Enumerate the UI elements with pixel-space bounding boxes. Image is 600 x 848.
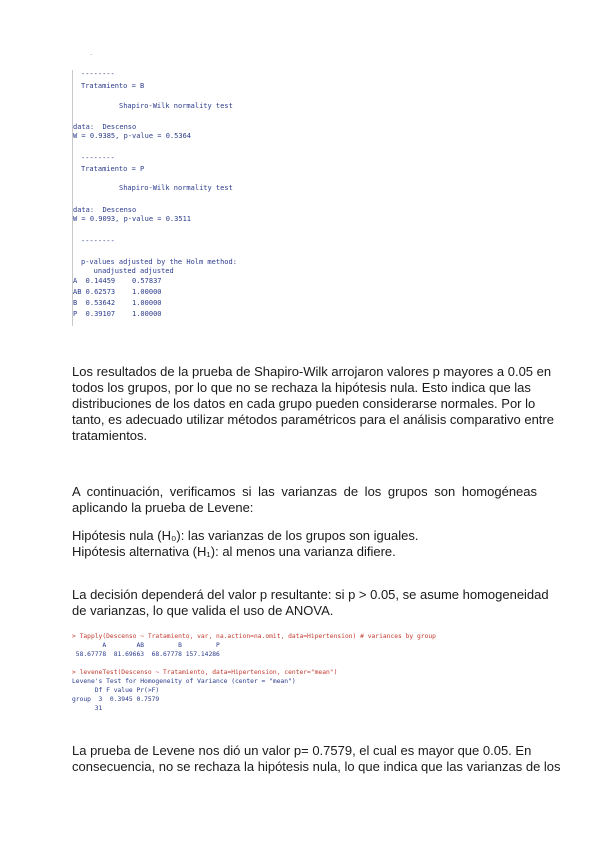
text-line: todos los grupos, por lo que no se rechaza la hipótesis nula. Esto indica que las — [72, 380, 531, 395]
console-line: A 0.14459 0.57837 — [73, 277, 162, 285]
console-line: unadjusted adjusted — [81, 267, 174, 275]
console-line: p-values adjusted by the Holm method: — [81, 258, 237, 266]
text-line: La decisión dependerá del valor p resultante: si p > 0.05, se asume homogeneidad — [72, 587, 549, 602]
levene-intro-paragraph — [72, 484, 538, 516]
console-line: Levene's Test for Homogeneity of Variance (center = "mean") — [72, 678, 296, 685]
text-line: distribuciones de los datos en cada grupo pueden considerarse normales. Por lo — [72, 396, 536, 411]
console-line: AB 0.62573 1.00000 — [73, 288, 162, 296]
console-line: P 0.39107 1.00000 — [73, 310, 162, 318]
text-line: tratamientos. — [72, 428, 148, 443]
console-line: data: Descenso — [73, 123, 137, 131]
levene-result-paragraph — [72, 743, 561, 775]
console-line: Df F value Pr(>F) — [72, 687, 160, 694]
decision-paragraph — [72, 587, 549, 619]
console-line: 58.67778 81.69663 68.67778 157.14286 — [72, 651, 220, 658]
console-command: > leveneTest(Descenso ~ Tratamiento, data=Hipertension, center="mean") — [72, 669, 338, 676]
shapiro-console-output — [72, 70, 313, 326]
console-line: 31 — [72, 705, 103, 712]
console-line: A AB B P — [72, 642, 220, 649]
console-line: Tratamiento = P — [81, 165, 145, 173]
console-line: Shapiro-Wilk normality test — [119, 102, 233, 110]
text-line: A continuación, verificamos si las varianzas de los grupos son homogéneas — [72, 484, 538, 499]
text-line: consecuencia, no se rechaza la hipótesis nula, lo que indica que las varianzas de los — [72, 759, 561, 774]
console-line: W = 0.9385, p-value = 0.5364 — [73, 132, 192, 140]
console-command: > Tapply(Descenso ~ Tratamiento, var, na.action=na.omit, data=Hipertension) # variances by group — [72, 633, 436, 640]
text-line: de varianzas, lo que valida el uso de ANOVA. — [72, 603, 334, 618]
text-line: aplicando la prueba de Levene: — [72, 500, 254, 515]
console-line: Tratamiento = B — [81, 82, 145, 90]
shapiro-result-paragraph — [72, 364, 554, 444]
text-line: La prueba de Levene nos dió un valor p= 0.7579, el cual es mayor que 0.05. En — [72, 743, 532, 758]
null-hypothesis: Hipótesis nula (H₀): las varianzas de los grupos son iguales. — [72, 528, 419, 543]
hypotheses-paragraph — [72, 528, 527, 560]
text-line: Los resultados de la prueba de Shapiro-Wilk arrojaron valores p mayores a 0.05 en — [72, 364, 552, 379]
console-line: B 0.53642 1.00000 — [73, 299, 162, 307]
levene-console-output — [72, 633, 527, 733]
console-line: W = 0.9093, p-value = 0.3511 — [73, 215, 192, 223]
console-line: group 3 0.3945 0.7579 — [72, 696, 160, 703]
console-line: -------- — [81, 154, 115, 162]
alternative-hypothesis: Hipótesis alternativa (H₁): al menos una varianza difiere. — [72, 544, 396, 559]
text-line: tanto, es adecuado utilizar métodos paramétricos para el análisis comparativo entre — [72, 412, 554, 427]
console-line: -------- — [81, 237, 115, 245]
console-line: Shapiro-Wilk normality test — [119, 184, 233, 192]
console-line: -------- — [81, 70, 115, 78]
console-line: data: Descenso — [73, 206, 137, 214]
page-mark: . — [90, 48, 93, 57]
